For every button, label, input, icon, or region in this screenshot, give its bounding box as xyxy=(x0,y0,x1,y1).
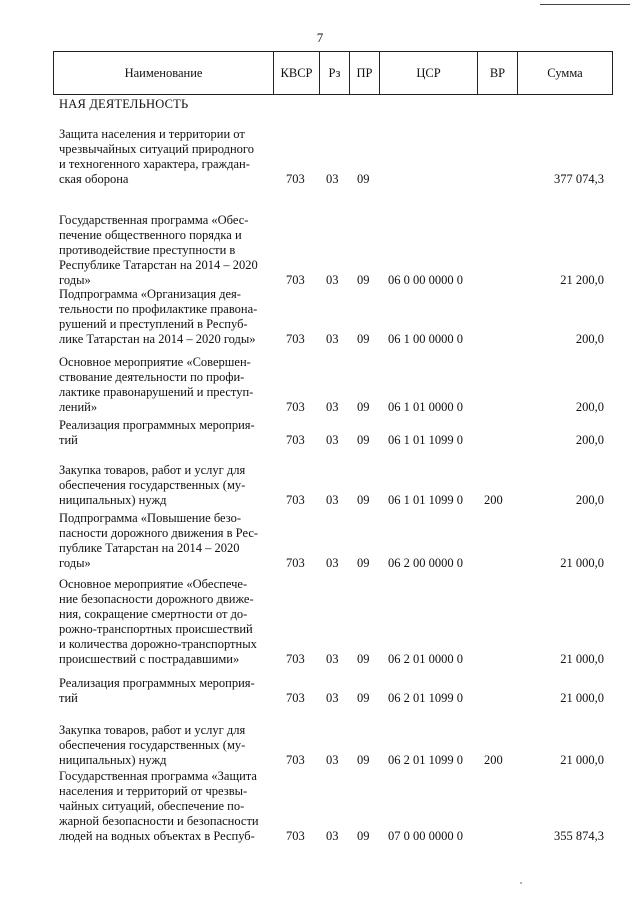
row-name-line: Закупка товаров, работ и услуг для xyxy=(59,463,246,477)
row-pr: 09 xyxy=(357,273,370,287)
row-sum: 21 200,0 xyxy=(560,273,604,287)
row-kvsr: 703 xyxy=(286,400,305,414)
page-number: 7 xyxy=(316,30,324,45)
row-kvsr: 703 xyxy=(286,273,305,287)
row-sum: 200,0 xyxy=(575,400,604,414)
row-name-line: и количества дорожно-транспортных xyxy=(59,637,257,651)
row-name xyxy=(59,723,272,768)
row-name-line: ния, сокращение смертности от до- xyxy=(59,607,248,621)
top-rule xyxy=(540,4,630,5)
row-pr: 09 xyxy=(357,753,370,767)
row-csr: 06 1 01 1099 0 xyxy=(388,493,463,507)
row-name-line: чайных ситуаций, обеспечение по- xyxy=(59,799,245,813)
row-kvsr: 703 xyxy=(286,332,305,346)
row-rz: 03 xyxy=(326,400,339,414)
row-name-line: населения и территорий от чрезвы- xyxy=(59,784,248,798)
row-rz: 03 xyxy=(326,273,339,287)
row-name xyxy=(59,676,272,706)
row-name-line: и техногенного характера, граждан- xyxy=(59,157,250,171)
row-name-line: лактике правонарушений и преступ- xyxy=(59,385,254,399)
row-name-line: ние безопасности дорожного движе- xyxy=(59,592,254,606)
header-vr: ВР xyxy=(478,52,518,94)
row-sum: 21 000,0 xyxy=(560,556,604,570)
table-header xyxy=(53,51,613,95)
row-name-line: Подпрограмма «Организация дея- xyxy=(59,287,241,301)
row-name-line: лике Татарстан на 2014 – 2020 годы» xyxy=(59,332,256,346)
row-name xyxy=(59,511,272,571)
row-name-line: публике Татарстан на 2014 – 2020 xyxy=(59,541,240,555)
row-sum: 200,0 xyxy=(575,332,604,346)
row-kvsr: 703 xyxy=(286,753,305,767)
row-rz: 03 xyxy=(326,556,339,570)
row-name xyxy=(59,213,272,288)
row-sum: 21 000,0 xyxy=(560,753,604,767)
row-rz: 03 xyxy=(326,172,339,186)
row-name-line: Подпрограмма «Повышение безо- xyxy=(59,511,242,525)
row-name xyxy=(59,287,272,347)
row-name-line: печение общественного порядка и xyxy=(59,228,242,242)
scan-speck xyxy=(520,882,522,884)
row-name-line: годы» xyxy=(59,556,91,570)
row-name-line: Закупка товаров, работ и услуг для xyxy=(59,723,246,737)
row-kvsr: 703 xyxy=(286,829,305,843)
row-name xyxy=(59,577,272,667)
row-pr: 09 xyxy=(357,556,370,570)
row-name-line: Защита населения и территории от xyxy=(59,127,245,141)
row-csr: 06 2 01 0000 0 xyxy=(388,652,463,666)
row-rz: 03 xyxy=(326,433,339,447)
row-sum: 21 000,0 xyxy=(560,691,604,705)
row-csr: 06 1 01 1099 0 xyxy=(388,433,463,447)
header-pr: ПР xyxy=(350,52,380,94)
row-name-line: чрезвычайных ситуаций природного xyxy=(59,142,254,156)
row-name-line: Республике Татарстан на 2014 – 2020 xyxy=(59,258,258,272)
row-csr: 06 2 00 0000 0 xyxy=(388,556,463,570)
row-name-line: противодействие преступности в xyxy=(59,243,236,257)
row-pr: 09 xyxy=(357,652,370,666)
header-sum: Сумма xyxy=(547,65,583,80)
row-name-line: рушений и преступлений в Респуб- xyxy=(59,317,248,331)
row-name-line: Государственная программа «Обес- xyxy=(59,213,249,227)
row-csr: 07 0 00 0000 0 xyxy=(388,829,463,843)
header-name: Наименование xyxy=(54,52,274,94)
row-name-line: ская оборона xyxy=(59,172,129,186)
row-rz: 03 xyxy=(326,829,339,843)
row-rz: 03 xyxy=(326,493,339,507)
row-sum: 200,0 xyxy=(575,433,604,447)
row-pr: 09 xyxy=(357,332,370,346)
row-kvsr: 703 xyxy=(286,556,305,570)
row-rz: 03 xyxy=(326,753,339,767)
row-pr: 09 xyxy=(357,829,370,843)
header-csr: ЦСР xyxy=(380,52,478,94)
row-pr: 09 xyxy=(357,433,370,447)
row-name-line: обеспечения государственных (му- xyxy=(59,478,246,492)
row-name-line: годы» xyxy=(59,273,91,287)
row-name-line: происшествий с пострадавшими» xyxy=(59,652,240,666)
row-csr: 06 0 00 0000 0 xyxy=(388,273,463,287)
row-kvsr: 703 xyxy=(286,691,305,705)
header-kvsr: КВСР xyxy=(274,52,320,94)
row-name-line: рожно-транспортных происшествий xyxy=(59,622,253,636)
row-name xyxy=(59,418,272,448)
row-name-line: пасности дорожного движения в Рес- xyxy=(59,526,259,540)
row-kvsr: 703 xyxy=(286,433,305,447)
row-name-line: тий xyxy=(59,433,78,447)
row-name-line: Реализация программных мероприя- xyxy=(59,418,255,432)
row-pr: 09 xyxy=(357,172,370,186)
row-csr: 06 2 01 1099 0 xyxy=(388,753,463,767)
continuation-heading: НАЯ ДЕЯТЕЛЬНОСТЬ xyxy=(59,97,189,111)
row-rz: 03 xyxy=(326,332,339,346)
row-sum: 200,0 xyxy=(575,493,604,507)
row-pr: 09 xyxy=(357,493,370,507)
row-rz: 03 xyxy=(326,691,339,705)
row-name-line: ниципальных) нужд xyxy=(59,493,167,507)
row-kvsr: 703 xyxy=(286,172,305,186)
row-name xyxy=(59,355,272,415)
row-name-line: Реализация программных мероприя- xyxy=(59,676,255,690)
row-name xyxy=(59,127,272,187)
row-name-line: тий xyxy=(59,691,78,705)
row-csr: 06 1 00 0000 0 xyxy=(388,332,463,346)
row-csr: 06 1 01 0000 0 xyxy=(388,400,463,414)
row-name xyxy=(59,769,272,844)
row-name-line: тельности по профилактике правона- xyxy=(59,302,258,316)
row-sum: 21 000,0 xyxy=(560,652,604,666)
row-kvsr: 703 xyxy=(286,652,305,666)
row-pr: 09 xyxy=(357,400,370,414)
row-name-line: обеспечения государственных (му- xyxy=(59,738,246,752)
row-name-line: лений» xyxy=(59,400,98,414)
row-name-line: Основное мероприятие «Совершен- xyxy=(59,355,251,369)
row-sum: 355 874,3 xyxy=(554,829,604,843)
row-name-line: ствование деятельности по профи- xyxy=(59,370,245,384)
row-pr: 09 xyxy=(357,691,370,705)
row-csr: 06 2 01 1099 0 xyxy=(388,691,463,705)
row-name-line: Основное мероприятие «Обеспече- xyxy=(59,577,248,591)
row-name-line: ниципальных) нужд xyxy=(59,753,167,767)
header-rz: Рз xyxy=(320,52,350,94)
row-vr: 200 xyxy=(484,493,503,507)
row-name-line: людей на водных объектах в Респуб- xyxy=(59,829,255,843)
row-kvsr: 703 xyxy=(286,493,305,507)
row-rz: 03 xyxy=(326,652,339,666)
row-name-line: жарной безопасности и безопасности xyxy=(59,814,259,828)
row-vr: 200 xyxy=(484,753,503,767)
row-name-line: Государственная программа «Защита xyxy=(59,769,257,783)
row-name xyxy=(59,463,272,508)
row-sum: 377 074,3 xyxy=(554,172,604,186)
